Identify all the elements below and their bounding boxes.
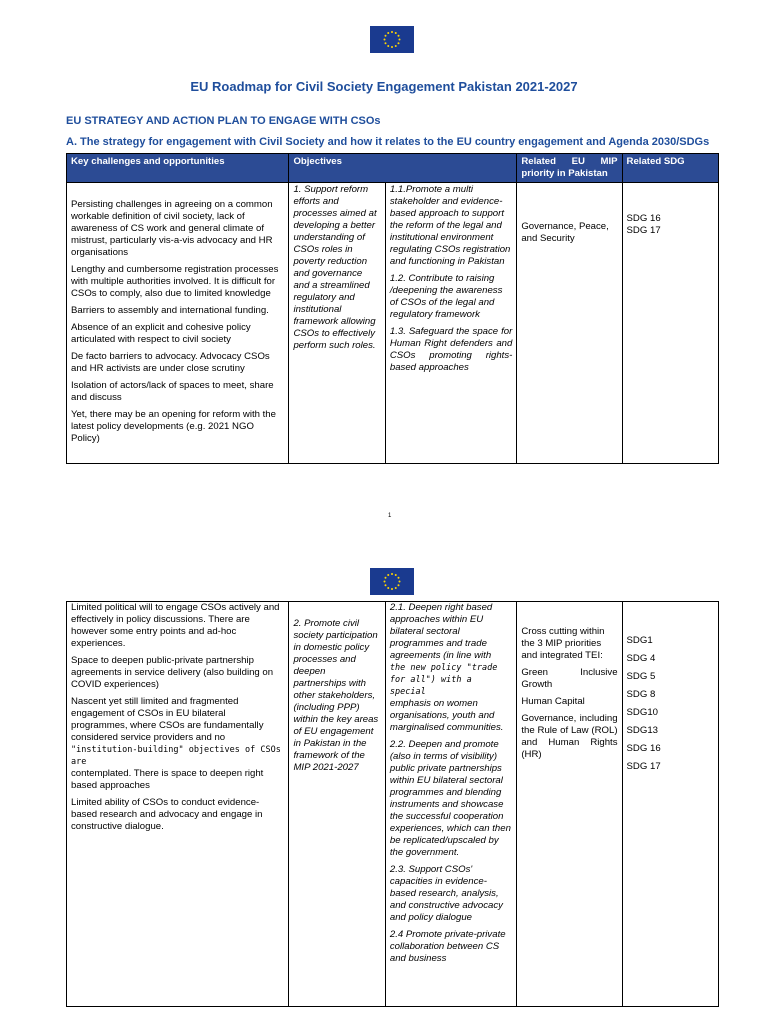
- mip-priority-text: Governance, including the Rule of Law (ROL) and Human Rights (HR): [521, 713, 618, 760]
- mip-priority-text: Green Inclusive Growth: [521, 667, 618, 690]
- header-challenges: Key challenges and opportunities: [67, 154, 289, 183]
- challenge-item: Barriers to assembly and international funding.: [71, 305, 269, 316]
- objective-cell: [289, 602, 385, 1007]
- challenges-cell: [67, 183, 289, 464]
- sub-objective: 1.1.Promote a multi stakeholder and evidence-based approach to support the reform of the legal and institutional environment regulating CSOs registration and functioning in Pakistan: [389, 184, 511, 267]
- challenge-item: Nascent yet still limited and fragmented engagement of CSOs in EU bilateral programmes, where CSOs are fundamentally considered service providers and no: [71, 696, 264, 743]
- sdg-item: SDG 4: [626, 653, 656, 664]
- challenge-item: "institution-building" objectives of CSOs are: [71, 745, 281, 767]
- sub-objective: 2.3. Support CSOs' capacities in evidence-based research, analysis, and constructive advocacy and policy dialogue: [389, 864, 503, 923]
- objective-text: 2. Promote civil society participation in domestic policy processes and deepen partnerships with other stakeholders, (including PPP) within the key areas of EU engagement in Pakistan in the framework of the MIP 2021-2027: [293, 618, 379, 773]
- mip-priority-cell: [517, 183, 622, 464]
- strategy-table-page2: [66, 601, 719, 1007]
- challenge-item: Limited political will to engage CSOs actively and effectively in policy discussions. There are however some entry points and ad-hoc experiences.: [71, 602, 280, 649]
- eu-flag-icon: [370, 26, 414, 53]
- header-mip-priority: Related EU MIP priority in Pakistan: [517, 154, 622, 183]
- challenge-item: Absence of an explicit and cohesive policy articulated with respect to civil society: [71, 322, 251, 345]
- header-related-sdg: Related SDG: [622, 154, 718, 183]
- page-title: EU Roadmap for Civil Society Engagement Pakistan 2021-2027: [190, 79, 578, 94]
- sdg-cell: [622, 183, 718, 464]
- mip-priority-text: Governance, Peace, and Security: [521, 221, 609, 244]
- sdg-item: SDG 16: [626, 743, 661, 754]
- sdg-item: SDG10: [626, 707, 658, 718]
- sub-objective: 1.2. Contribute to raising /deepening the awareness of CSOs of the legal and regulatory framework: [389, 273, 503, 320]
- challenge-item: Space to deepen public-private partnership agreements in service delivery (also building on COVID experiences): [71, 655, 274, 690]
- challenge-item: De facto barriers to advocacy. Advocacy CSOs and HR activists are under close scrutiny: [71, 351, 270, 374]
- challenge-item: contemplated. There is space to deepen right based approaches: [71, 768, 264, 791]
- challenge-item: Limited ability of CSOs to conduct evidence-based research and advocacy and engage in constructive dialogue.: [71, 797, 263, 832]
- challenge-item: Persisting challenges in agreeing on a common workable definition of civil society, lack of awareness of CS work and general climate of mistrust, particularly vis-a-vis advocacy and HR organisations: [71, 199, 273, 258]
- mip-priority-cell: [517, 602, 622, 1007]
- sdg-item: SDG 5: [626, 671, 656, 682]
- strategy-table-page1: [66, 153, 719, 464]
- sdg-cell: [622, 602, 718, 1007]
- subsection-heading: A. The strategy for engagement with Civil Society and how it relates to the EU country engagement and Agenda 2030/SDGs: [66, 136, 710, 148]
- mip-priority-text: Cross cutting within the 3 MIP priorities and integrated TEI:: [521, 626, 605, 661]
- challenge-item: Isolation of actors/lack of spaces to meet, share and discuss: [71, 380, 274, 403]
- sdg-item: SDG 17: [626, 225, 661, 236]
- sub-objective: emphasis on women organisations, youth and marginalised communities.: [389, 698, 504, 733]
- objective-cell: [289, 183, 385, 464]
- sub-objectives-cell: [385, 183, 516, 464]
- page-number: 1: [388, 513, 392, 519]
- sub-objective: 1.3. Safeguard the space for Human Right defenders and CSOs promoting rights-based approaches: [389, 326, 513, 373]
- sdg-item: SDG1: [626, 635, 653, 646]
- sub-objective: 2.1. Deepen right based approaches within EU bilateral sectoral programmes and trade agreements (in line with: [389, 602, 493, 661]
- objective-text: 1. Support reform efforts and processes aimed at developing a better understanding of CSOs roles in poverty reduction and governance and a streamlined regulatory and institutional framework allowing CSOs to effectively perform such roles.: [293, 184, 377, 351]
- sub-objectives-cell: [385, 602, 516, 1007]
- challenge-item: Lengthy and cumbersome registration processes with multiple authorities involved. It is difficult for CSOs to comply, also due to limited knowledge: [71, 264, 279, 299]
- sdg-item: SDG13: [626, 725, 658, 736]
- sub-objective: the new policy "trade for all") with a special: [389, 663, 498, 697]
- sdg-item: SDG 8: [626, 689, 656, 700]
- sub-objective: 2.4 Promote private-private collaboration between CS and business: [389, 929, 506, 964]
- challenge-item: Yet, there may be an opening for reform with the latest policy developments (e.g. 2021 NGO Policy): [71, 409, 276, 444]
- sdg-item: SDG 16: [626, 213, 661, 224]
- sub-objective: 2.2. Deepen and promote (also in terms of visibility) public private partnerships within EU bilateral sectoral programmes and blending instruments and showcase the successful cooperation experiences, which can then be replicated/upscaled by the government.: [389, 739, 511, 858]
- section-heading: EU STRATEGY AND ACTION PLAN TO ENGAGE WITH CSOs: [66, 115, 381, 127]
- header-objectives: Objectives: [289, 154, 517, 183]
- sdg-item: SDG 17: [626, 761, 661, 772]
- challenges-cell: [67, 602, 289, 1007]
- mip-priority-text: Human Capital: [521, 696, 585, 707]
- eu-flag-icon: [370, 568, 414, 595]
